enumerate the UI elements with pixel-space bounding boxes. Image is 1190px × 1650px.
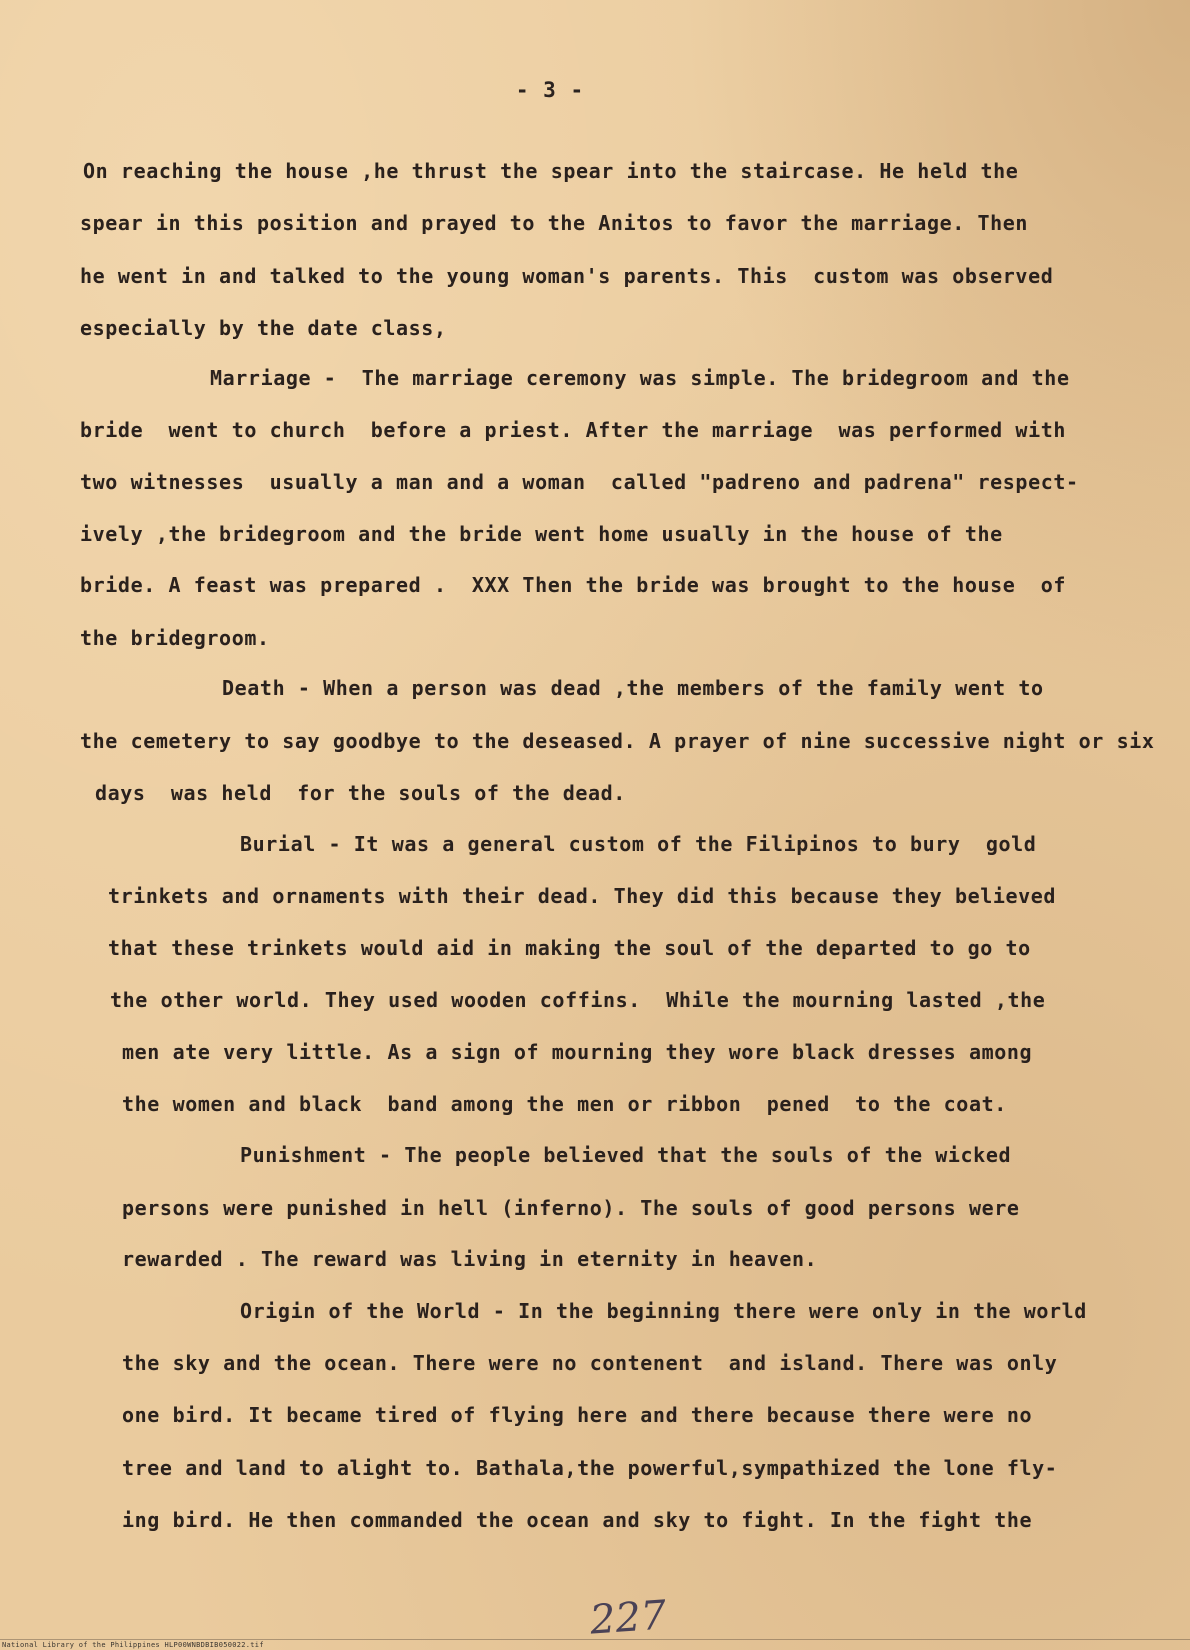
- text-line: the women and black band among the men or ribbon pened to the coat.: [122, 1092, 1007, 1116]
- text-line: men ate very little. As a sign of mourning they wore black dresses among: [122, 1040, 1033, 1064]
- page-number: - 3 -: [515, 78, 585, 102]
- text-line: Punishment - The people believed that the souls of the wicked: [240, 1143, 1012, 1167]
- archive-footer: National Library of the Philippines HLP00WNBDBIB050022.tif: [2, 1641, 264, 1649]
- text-line: persons were punished in hell (inferno). The souls of good persons were: [122, 1196, 1020, 1220]
- text-line: he went in and talked to the young woman's parents. This custom was observed: [80, 264, 1054, 288]
- text-line: rewarded . The reward was living in eternity in heaven.: [122, 1247, 818, 1271]
- text-line: the other world. They used wooden coffins. While the mourning lasted ,the: [110, 988, 1046, 1012]
- footer-divider: [0, 1639, 1190, 1640]
- text-line: bride. A feast was prepared . XXX Then the bride was brought to the house of: [80, 573, 1066, 597]
- text-line: Death - When a person was dead ,the members of the family went to: [222, 676, 1044, 700]
- text-line: On reaching the house ,he thrust the spear into the staircase. He held the: [83, 159, 1019, 183]
- text-line: one bird. It became tired of flying here and there because there were no: [122, 1403, 1033, 1427]
- text-line: two witnesses usually a man and a woman called "padreno and padrena" respect-: [80, 470, 1079, 494]
- text-line: ively ,the bridegroom and the bride went home usually in the house of the: [80, 522, 1003, 546]
- text-line: bride went to church before a priest. After the marriage was performed with: [80, 418, 1066, 442]
- text-line: ing bird. He then commanded the ocean and sky to fight. In the fight the: [122, 1508, 1033, 1532]
- text-line: the sky and the ocean. There were no contenent and island. There was only: [122, 1351, 1058, 1375]
- text-line: Marriage - The marriage ceremony was simple. The bridegroom and the: [210, 366, 1070, 390]
- text-line: especially by the date class,: [80, 316, 447, 340]
- text-line: the bridegroom.: [80, 626, 270, 650]
- text-line: trinkets and ornaments with their dead. They did this because they believed: [108, 884, 1057, 908]
- text-line: Origin of the World - In the beginning there were only in the world: [240, 1299, 1087, 1323]
- text-line: days was held for the souls of the dead.: [95, 781, 626, 805]
- text-line: tree and land to alight to. Bathala,the powerful,sympathized the lone fly-: [122, 1456, 1058, 1480]
- handwritten-page-number: 227: [588, 1592, 668, 1644]
- text-line: Burial - It was a general custom of the Filipinos to bury gold: [240, 832, 1037, 856]
- text-line: that these trinkets would aid in making the soul of the departed to go to: [108, 936, 1031, 960]
- text-line: spear in this position and prayed to the Anitos to favor the marriage. Then: [80, 211, 1029, 235]
- text-line: the cemetery to say goodbye to the deseased. A prayer of nine successive night or six: [80, 729, 1155, 753]
